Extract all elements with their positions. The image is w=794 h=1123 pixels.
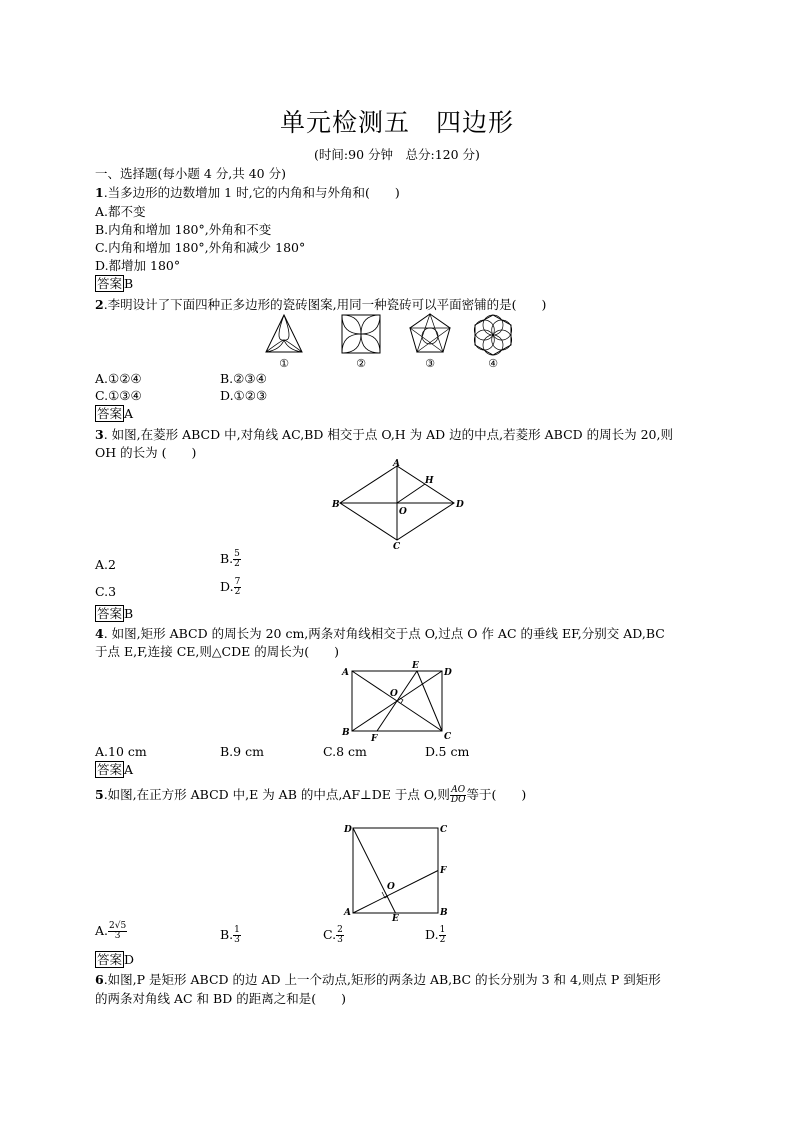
q5-label-b: B <box>440 908 448 918</box>
q3-number: 3 <box>95 427 104 442</box>
q5-label-f: F <box>440 866 447 876</box>
q3-label-b: B <box>332 500 340 510</box>
answer-tag: 答案 <box>97 762 123 777</box>
q3-label-h: H <box>425 476 434 486</box>
q4-option-a: A.10 cm <box>95 744 147 759</box>
q5-answer-value: D <box>124 952 135 967</box>
q3-rhombus-figure <box>330 458 470 553</box>
page-title: 单元检测五 四边形 <box>279 108 514 137</box>
q6-stem-line2: 的两条对角线 AC 和 BD 的距离之和是( ) <box>95 991 346 1006</box>
fraction-numerator: AO <box>451 785 466 795</box>
fraction-denominator: 2 <box>234 587 241 597</box>
q3-option-a: A.2 <box>95 557 116 572</box>
fraction-numerator: 2√5 <box>109 921 127 931</box>
q5-label-o: O <box>387 882 395 892</box>
fraction-numerator: 1 <box>439 925 446 935</box>
q1-answer <box>95 276 133 291</box>
q2-stem <box>95 296 546 313</box>
q5-option-a <box>95 922 127 941</box>
fraction-numerator: 5 <box>234 549 240 559</box>
fraction-denominator: 3 <box>114 931 121 941</box>
q1-option-c: C.内角和增加 180°,外角和减少 180° <box>95 240 306 255</box>
q3-stem-line1 <box>95 426 673 443</box>
q5-option-a-fraction <box>108 922 127 941</box>
q3-label-a: A <box>393 459 400 469</box>
q5-option-b-fraction <box>233 926 241 945</box>
q4-text-1: . 如图,矩形 ABCD 的周长为 20 cm,两条对角线相交于点 O,过点 O 作 AC 的垂线 EF,分别交 AD,BC <box>103 626 665 641</box>
q5-text-after: 等于( ) <box>466 787 527 802</box>
q4-stem-line2: 于点 E,F,连接 CE,则△CDE 的周长为( ) <box>95 644 339 659</box>
q4-label-b: B <box>342 728 350 738</box>
answer-tag: 答案 <box>97 406 123 421</box>
q4-label-c: C <box>444 732 452 742</box>
q4-option-c: C.8 cm <box>323 744 367 759</box>
fraction-numerator: 2 <box>337 925 343 935</box>
q1-number: 1 <box>95 185 104 200</box>
q5-label-d: D <box>344 825 352 835</box>
q5-square-figure <box>340 818 455 923</box>
q3-label-o: O <box>399 507 407 517</box>
q5-number: 5 <box>95 787 104 802</box>
tile-square <box>342 315 380 353</box>
q3-answer <box>95 606 133 621</box>
q1-text: .当多边形的边数增加 1 时,它的内角和与外角和( ) <box>103 185 400 200</box>
q5-option-a-prefix: A. <box>95 923 109 938</box>
answer-tag: 答案 <box>97 276 123 291</box>
fraction-denominator: 2 <box>439 935 446 945</box>
page-subtitle: (时间:90 分钟 总分:120 分) <box>314 147 480 162</box>
tile-label-3: ③ <box>425 357 435 370</box>
q3-label-d: D <box>456 500 464 510</box>
q5-ratio-fraction <box>450 786 467 805</box>
q1-option-a: A.都不变 <box>95 204 146 219</box>
q3-option-d-prefix: D. <box>220 579 234 594</box>
q4-label-o: O <box>390 689 398 699</box>
q5-label-e: E <box>392 914 399 924</box>
q4-answer <box>95 762 133 777</box>
q3-option-c: C.3 <box>95 584 117 599</box>
q2-option-c: C.①③④ <box>95 388 142 403</box>
tile-hexagon <box>474 315 511 355</box>
q2-option-a: A.①②④ <box>95 371 142 386</box>
q4-number: 4 <box>95 626 104 641</box>
fraction-denominator: 3 <box>337 935 343 945</box>
q2-answer-value: A <box>124 406 134 421</box>
q3-stem-line2: OH 的长为 ( ) <box>95 445 197 460</box>
q5-text-before: .如图,在正方形 ABCD 中,E 为 AB 的中点,AF⊥DE 于点 O,则 <box>103 787 450 802</box>
q4-label-e: E <box>412 661 419 671</box>
q2-option-b: B.②③④ <box>220 371 267 386</box>
fraction-denominator: DO <box>450 795 466 805</box>
q5-option-d-prefix: D. <box>425 927 439 942</box>
q4-label-a: A <box>342 668 349 678</box>
answer-tag: 答案 <box>97 606 123 621</box>
q4-label-f: F <box>371 734 378 744</box>
q1-option-b: B.内角和增加 180°,外角和不变 <box>95 222 272 237</box>
q4-option-d: D.5 cm <box>425 744 470 759</box>
q2-text: .李明设计了下面四种正多边形的瓷砖图案,用同一种瓷砖可以平面密铺的是( ) <box>103 297 547 312</box>
q2-tile-figures <box>260 312 540 372</box>
q4-answer-value: A <box>124 762 134 777</box>
q2-answer <box>95 406 133 421</box>
q5-option-c-fraction <box>336 926 344 945</box>
q5-stem <box>95 786 526 805</box>
q1-stem <box>95 184 400 201</box>
q2-number: 2 <box>95 297 104 312</box>
q2-option-d: D.①②③ <box>220 388 268 403</box>
q6-number: 6 <box>95 972 104 987</box>
fraction-numerator: 7 <box>234 577 241 587</box>
q3-option-b-fraction <box>233 550 241 569</box>
q4-option-b: B.9 cm <box>220 744 264 759</box>
q3-text-1: . 如图,在菱形 ABCD 中,对角线 AC,BD 相交于点 O,H 为 AD 边的中点,若菱形 ABCD 的周长为 20,则 <box>103 427 673 442</box>
q5-option-d-fraction <box>439 926 447 945</box>
q6-stem-line1 <box>95 971 661 988</box>
q3-option-b <box>220 550 241 569</box>
q4-rectangle-figure <box>340 660 460 745</box>
tile-label-2: ② <box>356 357 366 370</box>
q4-label-d: D <box>444 668 452 678</box>
q5-label-c: C <box>440 825 448 835</box>
q3-option-b-prefix: B. <box>220 551 234 566</box>
q3-option-d-fraction <box>234 578 242 597</box>
tile-label-4: ④ <box>488 357 498 370</box>
q5-answer <box>95 952 134 967</box>
section-heading: 一、选择题(每小题 4 分,共 40 分) <box>95 166 286 181</box>
q4-stem-line1 <box>95 625 665 642</box>
q3-answer-value: B <box>124 606 134 621</box>
tile-triangle <box>266 315 302 352</box>
q5-option-c-prefix: C. <box>323 927 337 942</box>
q1-answer-value: B <box>124 276 134 291</box>
fraction-denominator: 3 <box>234 935 240 945</box>
q3-option-d <box>220 578 241 597</box>
q6-text-1: .如图,P 是矩形 ABCD 的边 AD 上一个动点,矩形的两条边 AB,BC 的长分别为 3 和 4,则点 P 到矩形 <box>103 972 661 987</box>
q5-option-d <box>425 926 446 945</box>
q5-option-b-prefix: B. <box>220 927 234 942</box>
q5-label-a: A <box>344 908 351 918</box>
q5-option-c <box>323 926 344 945</box>
answer-tag: 答案 <box>97 952 123 967</box>
q3-label-c: C <box>393 542 401 552</box>
tile-label-1: ① <box>279 357 289 370</box>
fraction-denominator: 2 <box>234 559 240 569</box>
tile-pentagon <box>410 314 450 352</box>
fraction-numerator: 1 <box>234 925 240 935</box>
q5-option-b <box>220 926 241 945</box>
q1-option-d: D.都增加 180° <box>95 258 181 273</box>
